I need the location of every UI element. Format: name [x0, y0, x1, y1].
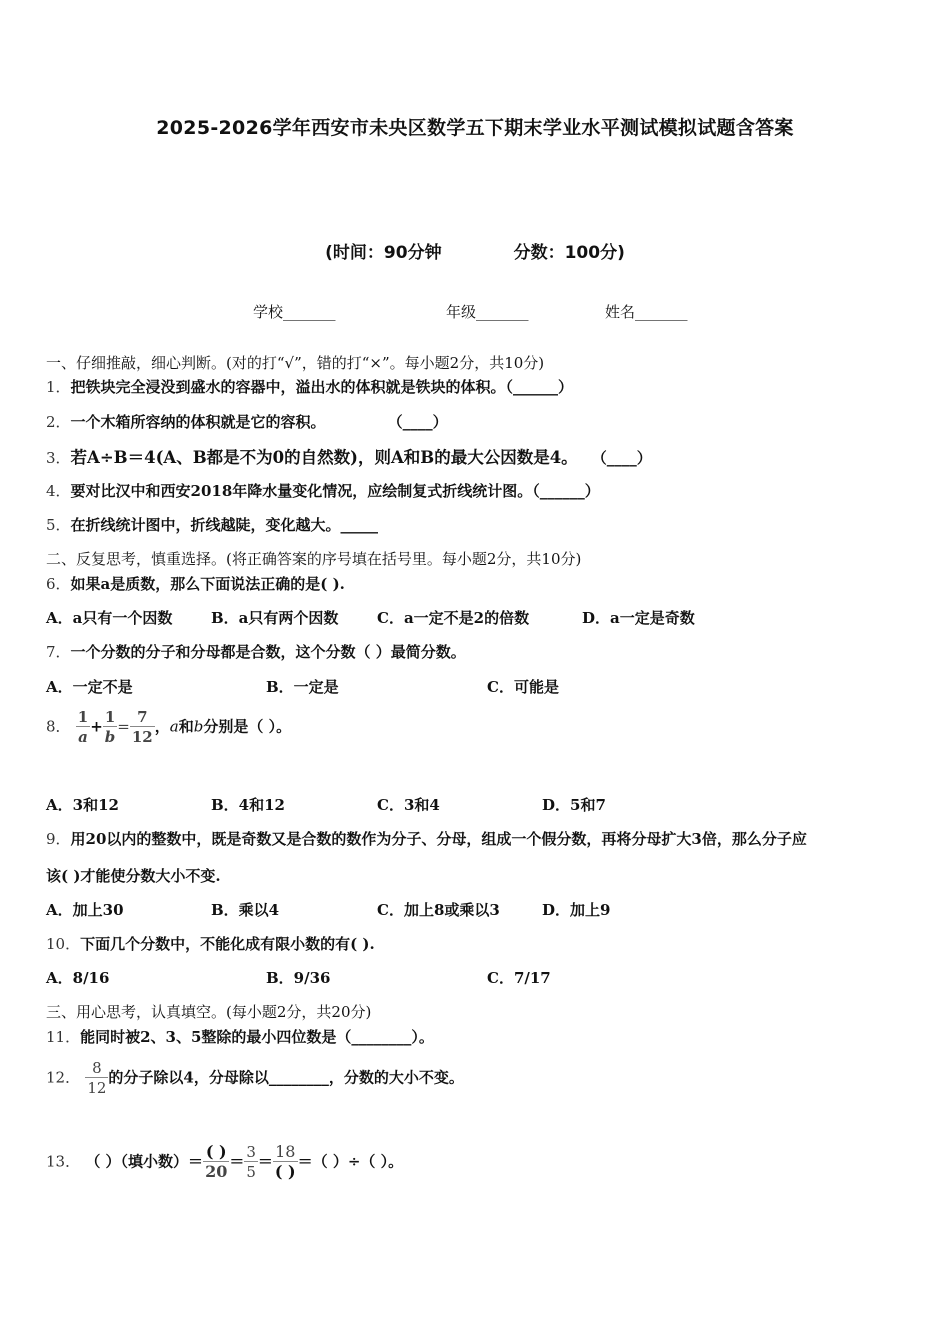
question-3	[46, 444, 652, 468]
question-1	[46, 376, 573, 397]
question-text: 要对比汉中和西安2018年降水量变化情况，应绘制复式折线统计图。（______）	[70, 482, 600, 500]
option-b[interactable]: B．a只有两个因数	[211, 609, 339, 627]
question-number: 1．	[46, 378, 71, 396]
exam-time: (时间：90分钟	[325, 243, 442, 263]
option-a[interactable]: A．8/16	[46, 969, 110, 987]
question-13: 13． （ ）（填小数）＝ $\frac{( )}{20}$ ＝ $\frac{3}{5}$ ＝ $\frac{18}{( )}$ ＝（ ）÷（ ）。	[46, 1142, 404, 1181]
question-text: 能同时被2、3、5整除的最小四位数是（________）。	[80, 1028, 434, 1046]
question-number: 12．	[46, 1068, 81, 1087]
section1-heading: 一、仔细推敲，细心判断。(对的打“√”，错的打“×”。每小题2分，共10分)	[46, 354, 545, 372]
option-a[interactable]: A．a只有一个因数	[46, 609, 173, 627]
option-a[interactable]: A．3和12	[46, 796, 119, 814]
question-text: 用20以内的整数中，既是奇数又是合数的数作为分子、分母，组成一个假分数，再将分母扩大3倍，那么分子应	[70, 830, 807, 848]
exam-score: 分数：100分)	[513, 243, 625, 263]
answer-blank[interactable]: （____）	[387, 413, 448, 431]
question-text: 把铁块完全浸没到盛水的容器中，溢出水的体积就是铁块的体积。（______）	[70, 378, 574, 396]
fraction-3-over-5: $\frac{3}{5}$	[246, 1143, 256, 1181]
question-5	[46, 514, 378, 535]
question-11	[46, 1026, 434, 1047]
option-b[interactable]: B．乘以4	[211, 901, 280, 919]
section2-heading: 二、反复思考，慎重选择。(将正确答案的序号填在括号里。每小题2分，共10分)	[46, 550, 582, 568]
option-a[interactable]: A．加上30	[46, 901, 124, 919]
fraction-18-over-blank: $\frac{18}{( )}$	[274, 1142, 296, 1181]
grade-field[interactable]: 年级_______	[446, 303, 529, 321]
question-12	[46, 1059, 464, 1098]
school-field[interactable]: 学校_______	[253, 303, 336, 321]
option-c[interactable]: C．a一定不是2的倍数	[377, 609, 530, 627]
equals-sign: =	[117, 717, 130, 736]
question-number: 6．	[46, 575, 71, 593]
question-text: 一个木箱所容纳的体积就是它的容积。	[70, 413, 326, 431]
question-number: 13．	[46, 1152, 81, 1171]
question-text: 下面几个分数中，不能化成有限小数的有( ).	[80, 935, 375, 953]
name-field[interactable]: 姓名_______	[605, 303, 688, 321]
question-text: ，	[154, 717, 170, 736]
option-b[interactable]: B．9/36	[266, 969, 331, 987]
question-text: 的分子除以4，分母除以________，分数的大小不变。	[108, 1068, 464, 1087]
plus-sign: +	[90, 717, 103, 736]
option-d[interactable]: D．5和7	[542, 796, 606, 814]
exam-time-score	[0, 238, 950, 263]
question-2	[46, 411, 448, 432]
question-lead: （ ）（填小数）＝	[85, 1152, 204, 1171]
question-8: 8． $\frac{1}{a}$ + $\frac{1}{b}$ = $\frac{7}{12}$ ，a和b分别是（ ）。	[46, 708, 292, 746]
question-number: 11．	[46, 1028, 81, 1046]
question-9-continued: 该( )才能使分数大小不变.	[46, 867, 221, 885]
fraction-7-over-12: $\frac{7}{12}$	[131, 708, 153, 746]
answer-blank[interactable]: （____）	[591, 449, 652, 467]
option-b[interactable]: B．一定是	[266, 678, 339, 696]
question-number: 8．	[46, 717, 71, 736]
question-7	[46, 641, 466, 662]
question-text: 一个分数的分子和分母都是合数，这个分数（ ）最简分数。	[70, 643, 466, 661]
question-4	[46, 480, 600, 501]
question-number: 2．	[46, 413, 71, 431]
question-number: 4．	[46, 482, 71, 500]
option-b[interactable]: B．4和12	[211, 796, 285, 814]
option-d[interactable]: D．加上9	[542, 901, 611, 919]
option-c[interactable]: C．可能是	[487, 678, 559, 696]
option-d[interactable]: D．a一定是奇数	[582, 609, 695, 627]
question-number: 9．	[46, 830, 71, 848]
question-9	[46, 828, 807, 849]
fraction-1-over-b: $\frac{1}{b}$	[104, 708, 116, 746]
question-10	[46, 933, 375, 954]
question-number: 3．	[46, 449, 71, 467]
fraction-1-over-a: $\frac{1}{a}$	[77, 708, 89, 746]
question-6	[46, 573, 345, 594]
fraction-8-over-12: $\frac{8}{12}$	[87, 1059, 107, 1097]
option-c[interactable]: C．加上8或乘以3	[377, 901, 500, 919]
question-number: 7．	[46, 643, 71, 661]
option-a[interactable]: A．一定不是	[46, 678, 133, 696]
page-title: 2025-2026学年西安市未央区数学五下期末学业水平测试模拟试题含答案	[156, 117, 794, 139]
question-text: 若A÷B＝4(A、B都是不为0的自然数)，则A和B的最大公因数是4。	[70, 448, 578, 467]
question-text: 如果a是质数，那么下面说法正确的是( ).	[70, 575, 345, 593]
question-text: 在折线统计图中，折线越陡，变化越大。_____	[70, 516, 379, 534]
question-number: 5．	[46, 516, 71, 534]
option-c[interactable]: C．7/17	[487, 969, 551, 987]
section3-heading: 三、用心思考，认真填空。(每小题2分，共20分)	[46, 1003, 372, 1021]
question-number: 10．	[46, 935, 81, 953]
fraction-blank-over-20: $\frac{( )}{20}$	[205, 1142, 228, 1181]
option-c[interactable]: C．3和4	[377, 796, 440, 814]
